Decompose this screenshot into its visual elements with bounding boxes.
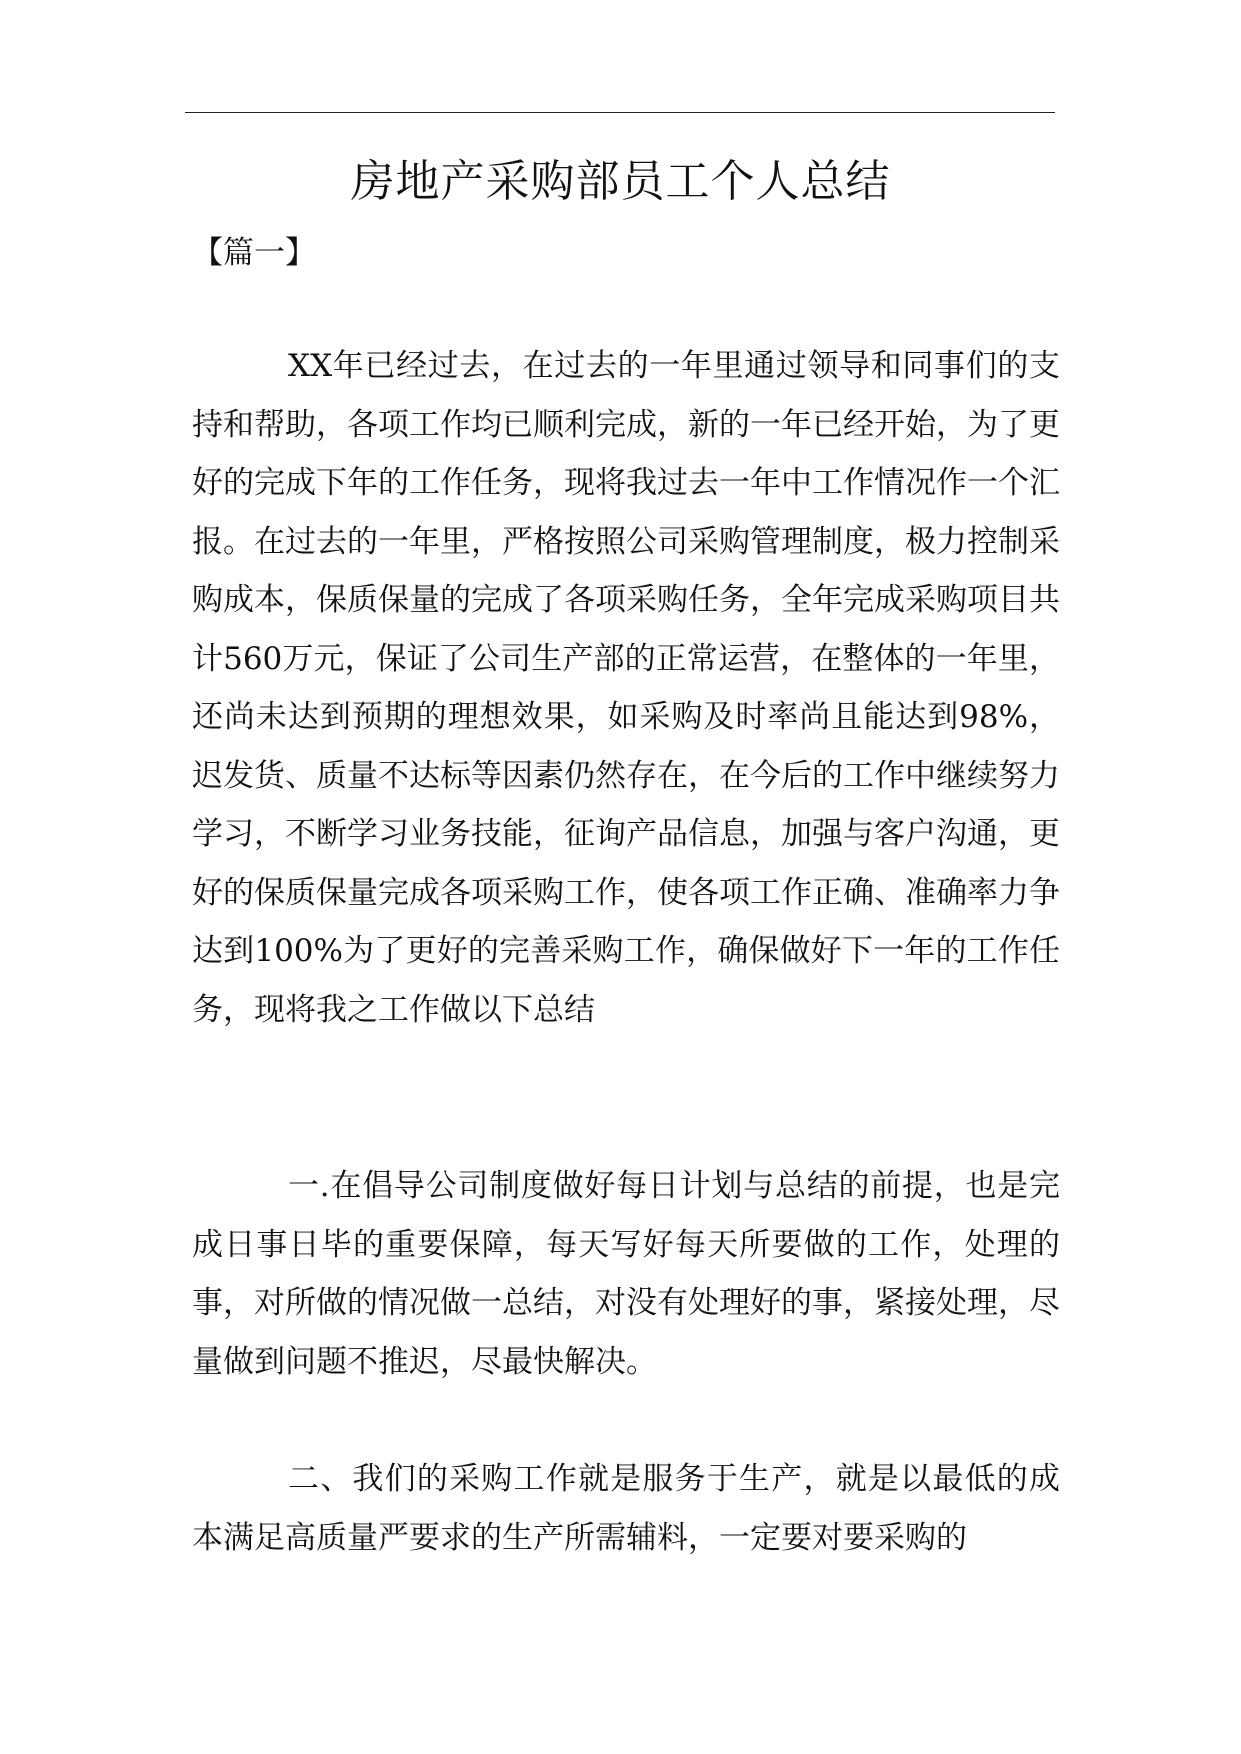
header-rule <box>185 112 1055 113</box>
body-paragraph: 二、我们的采购工作就是服务于生产，就是以最低的成本满足高质量严要求的生产所需辅料，一定要对要采购的 <box>192 1461 1060 1556</box>
document-title: 房地产采购部员工个人总结 <box>350 156 891 207</box>
body-paragraph: 一.在倡导公司制度做好每日计划与总结的前提，也是完成日事日毕的重要保障，每天写好每天所要做的工作，处理的事，对所做的情况做一总结，对没有处理好的事，紧接处理，尽量做到问题不推迟，尽最快解决。 <box>192 1168 1060 1380</box>
section-label: 【篇一】 <box>192 235 316 271</box>
body-paragraph: XX年已经过去，在过去的一年里通过领导和同事们的支持和帮助，各项工作均已顺利完成，新的一年已经开始，为了更好的完成下年的工作任务，现将我过去一年中工作情况作一个汇报。在过去的一年里，严格按照公司采购管理制度，极力控制采购成本，保质保量的完成了各项采购任务，全年完成采购项目共计560万元，保证了公司生产部的正常运营，在整体的一年里，还尚未达到预期的理想效果，如采购及时率尚且能达到98%，迟发货、质量不达标等因素仍然存在，在今后的工作中继续努力学习，不断学习业务技能，征询产品信息，加强与客户沟通，更好的保质保量完成各项采购工作，使各项工作正确、准确率力争达到100%为了更好的完善采购工作，确保做好下一年的工作任务，现将我之工作做以下总结 <box>192 348 1060 1028</box>
